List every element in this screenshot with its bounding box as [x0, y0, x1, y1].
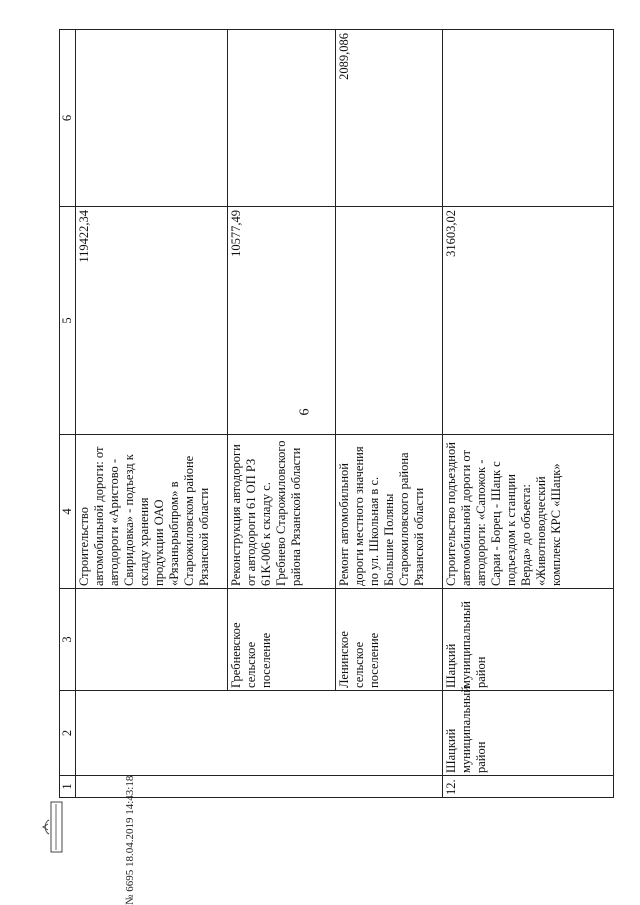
- header-cell: 1: [60, 776, 76, 798]
- object-cell: Строительство подъездной автомобильной дороги от автодороги: «Сапожок - Сараи - Борец - Шацк с подъездом к станции Верда» до объекта: «Животноводческий комплекс КРС «Шацк»: [443, 435, 614, 589]
- table-row: [228, 30, 336, 798]
- amount-cell: [443, 30, 614, 207]
- header-cell: 4: [60, 435, 76, 589]
- header-cell: 6: [60, 30, 76, 207]
- amount-cell: 31603,02: [443, 207, 614, 435]
- settlement-cell: Гребневское сельское поселение: [228, 589, 336, 691]
- district-cell: Шацкий муниципальный район: [443, 691, 614, 776]
- investment-table: [59, 29, 614, 798]
- table-row: [336, 30, 443, 798]
- registry-stamp-icon: [42, 800, 64, 854]
- table-row: [76, 30, 228, 798]
- object-cell: Строительство автомобильной дороги: от автодороги «Аристово - Свиридовка» - подъезд к складу хранения продукции ОАО «Рязаньрыбпром» в Старожиловском районе Рязанской области: [76, 435, 228, 589]
- registration-caption: № 6695 18.04.2019 14:43:18: [124, 775, 136, 905]
- settlement-cell: [76, 589, 228, 691]
- settlement-cell: Шацкий муниципальный район: [443, 589, 614, 691]
- amount-cell: 2089,086: [336, 30, 443, 207]
- object-cell: Реконструкция автодороги от автодороги 61 ОП РЗ 61К-006 к складу с. Гребнево Старожиловского района Рязанской области: [228, 435, 336, 589]
- amount-cell: [336, 207, 443, 435]
- header-cell: 3: [60, 589, 76, 691]
- page-number: 6: [297, 408, 313, 416]
- table-row: [443, 30, 614, 798]
- amount-cell: [76, 30, 228, 207]
- amount-cell: 10577,49: [228, 207, 336, 435]
- header-row: [60, 30, 76, 798]
- district-cell: [76, 691, 443, 776]
- amount-cell: 119422,34: [76, 207, 228, 435]
- amount-cell: [228, 30, 336, 207]
- row-number: 12.: [443, 776, 614, 798]
- object-cell: Ремонт автомобильной дороги местного значения по ул. Школьная в с. Большие Поляны Старожиловского района Рязанской области: [336, 435, 443, 589]
- settlement-cell: Ленинское сельское поселение: [336, 589, 443, 691]
- document-sheet: [59, 30, 614, 798]
- header-cell: 5: [60, 207, 76, 435]
- header-cell: 2: [60, 691, 76, 776]
